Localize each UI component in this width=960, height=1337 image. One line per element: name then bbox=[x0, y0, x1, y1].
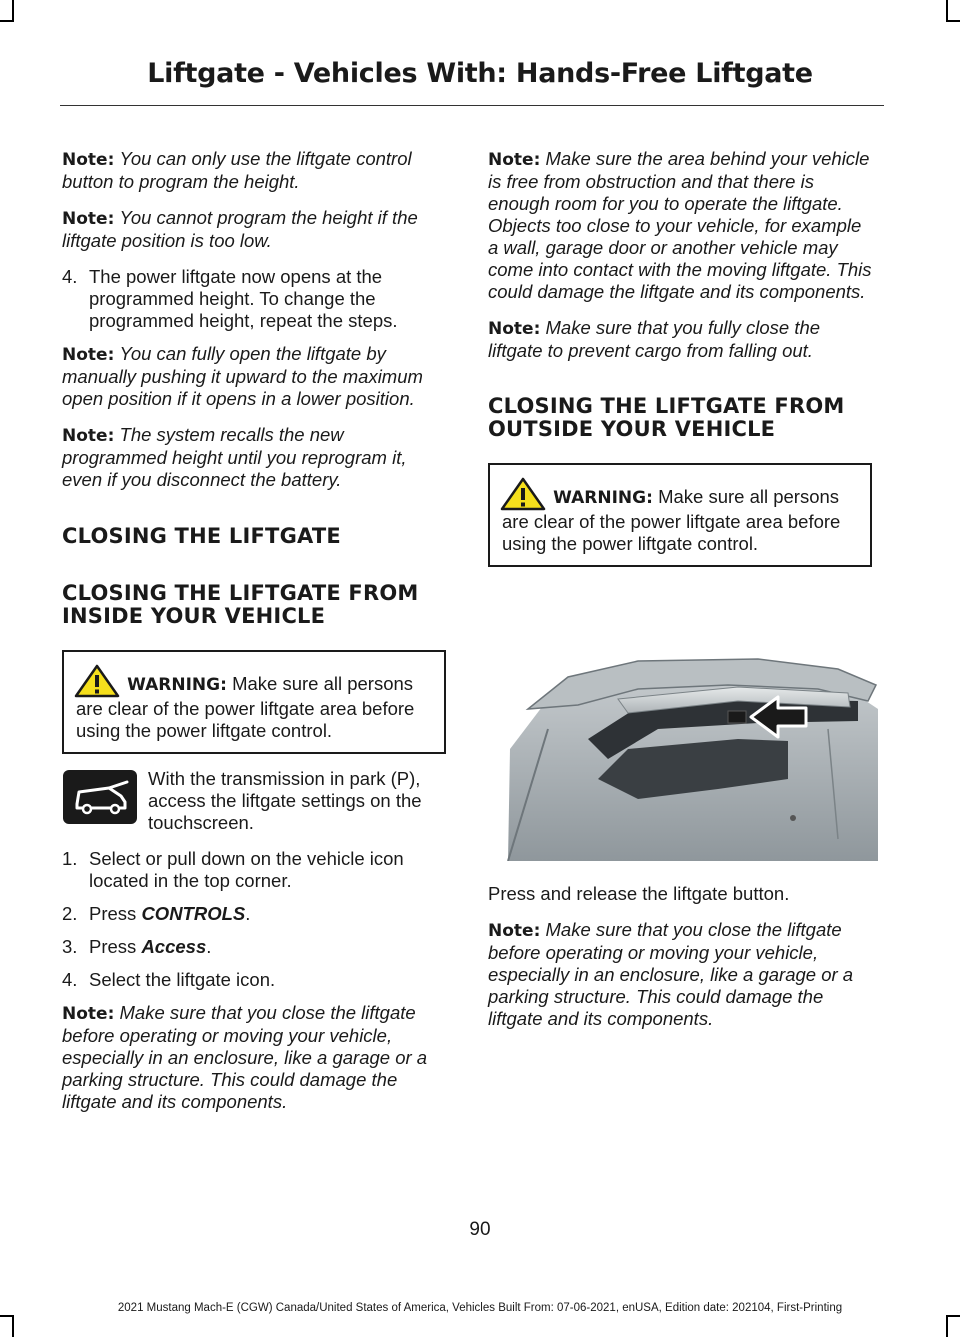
access-label: Access bbox=[141, 936, 207, 957]
section-heading: CLOSING THE LIFTGATE bbox=[62, 524, 341, 548]
note-label: Note: bbox=[62, 345, 115, 365]
warning-box bbox=[62, 650, 446, 754]
warning-label: WARNING: bbox=[127, 675, 227, 695]
note-label: Note: bbox=[62, 426, 115, 446]
page-title: Liftgate - Vehicles With: Hands-Free Liftgate bbox=[147, 58, 813, 89]
note-text: Make sure that you close the liftgate before operating or moving your vehicle, especially in an enclosure, like a garage or a parking structure. This could damage the liftgate and its components. bbox=[488, 919, 854, 1029]
step-text: Select the liftgate icon. bbox=[89, 969, 276, 990]
note-text: Make sure that you close the liftgate before operating or moving your vehicle, especially in an enclosure, like a garage or a parking structure. This could damage the liftgate and its components. bbox=[62, 1002, 428, 1112]
controls-label: CONTROLS bbox=[141, 903, 246, 924]
note bbox=[488, 148, 872, 303]
step-text: Press bbox=[89, 936, 137, 957]
crop-mark bbox=[946, 1315, 948, 1337]
step-text: Select or pull down on the vehicle icon located in the top corner. bbox=[89, 848, 404, 891]
warning-box bbox=[488, 463, 872, 567]
step-item bbox=[62, 969, 446, 991]
step-number: 3. bbox=[62, 936, 78, 957]
warning-label: WARNING: bbox=[553, 488, 653, 508]
note bbox=[62, 1002, 446, 1113]
note-text: The system recalls the new programmed height until you reprogram it, even if you disconnect the battery. bbox=[62, 424, 407, 490]
step-text: The power liftgate now opens at the programmed height. To change the programmed height, repeat the steps. bbox=[89, 266, 398, 331]
note bbox=[62, 424, 446, 491]
step-number: 1. bbox=[62, 848, 78, 869]
note-label: Note: bbox=[488, 319, 541, 339]
step-punct: . bbox=[206, 936, 212, 957]
liftgate-button-illustration bbox=[488, 589, 878, 861]
warning-text: Make sure all persons are clear of the power liftgate area before using the power liftgate control. bbox=[502, 486, 841, 554]
note-label: Note: bbox=[62, 209, 115, 229]
instruction: Press and release the liftgate button. bbox=[488, 883, 790, 904]
step-item bbox=[62, 936, 446, 958]
note bbox=[488, 317, 872, 362]
note-label: Note: bbox=[62, 150, 115, 170]
left-column bbox=[62, 148, 446, 1127]
crop-mark bbox=[0, 20, 14, 22]
section-heading: CLOSING THE LIFTGATE FROM INSIDE YOUR VEHICLE bbox=[62, 581, 419, 628]
crop-mark bbox=[946, 0, 948, 22]
step-text: Press bbox=[89, 903, 137, 924]
note-text: Make sure the area behind your vehicle is free from obstruction and that there is enough room for you to operate the liftgate. Objects too close to your vehicle, for example a wall, garage door or another vehicle may come into contact with the moving liftgate. This could damage the liftgate and its components. bbox=[488, 148, 872, 302]
step-item bbox=[62, 903, 446, 925]
step-number: 2. bbox=[62, 903, 78, 924]
crop-mark bbox=[946, 20, 960, 22]
note-label: Note: bbox=[62, 1004, 115, 1024]
note bbox=[62, 343, 446, 410]
liftgate-settings-text: With the transmission in park (P), access the liftgate settings on the touchscreen. bbox=[148, 768, 422, 833]
note bbox=[62, 207, 446, 252]
liftgate-settings-row bbox=[62, 768, 446, 834]
crop-mark bbox=[0, 1315, 14, 1317]
note bbox=[488, 919, 872, 1030]
page-number: 90 bbox=[469, 1219, 491, 1240]
step-punct: . bbox=[245, 903, 251, 924]
right-column bbox=[488, 148, 872, 1044]
note-text: You can fully open the liftgate by manually pushing it upward to the maximum open position if it opens in a lower position. bbox=[62, 343, 423, 409]
step-number: 4. bbox=[62, 969, 78, 990]
note-label: Note: bbox=[488, 150, 541, 170]
note-text: Make sure that you fully close the liftgate to prevent cargo from falling out. bbox=[488, 317, 821, 361]
step-item bbox=[62, 266, 446, 332]
crop-mark bbox=[946, 1315, 960, 1317]
warning-text: Make sure all persons are clear of the power liftgate area before using the power liftgate control. bbox=[76, 673, 415, 741]
step-number: 4. bbox=[62, 266, 78, 287]
note-text: You can only use the liftgate control button to program the height. bbox=[62, 148, 412, 192]
liftgate-icon bbox=[63, 770, 137, 824]
step-item bbox=[62, 848, 446, 892]
footer-text: 2021 Mustang Mach-E (CGW) Canada/United States of America, Vehicles Built From: 07-06-2021, enUSA, Edition date: 202104, First-Printing bbox=[117, 1302, 843, 1314]
section-heading: CLOSING THE LIFTGATE FROM OUTSIDE YOUR VEHICLE bbox=[488, 394, 845, 441]
note bbox=[62, 148, 446, 193]
warning-triangle-icon bbox=[72, 664, 122, 698]
warning-triangle-icon bbox=[498, 477, 548, 511]
header-divider bbox=[60, 105, 884, 106]
crop-mark bbox=[12, 0, 14, 22]
note-text: You cannot program the height if the liftgate position is too low. bbox=[62, 207, 418, 251]
note-label: Note: bbox=[488, 921, 541, 941]
crop-mark bbox=[12, 1315, 14, 1337]
